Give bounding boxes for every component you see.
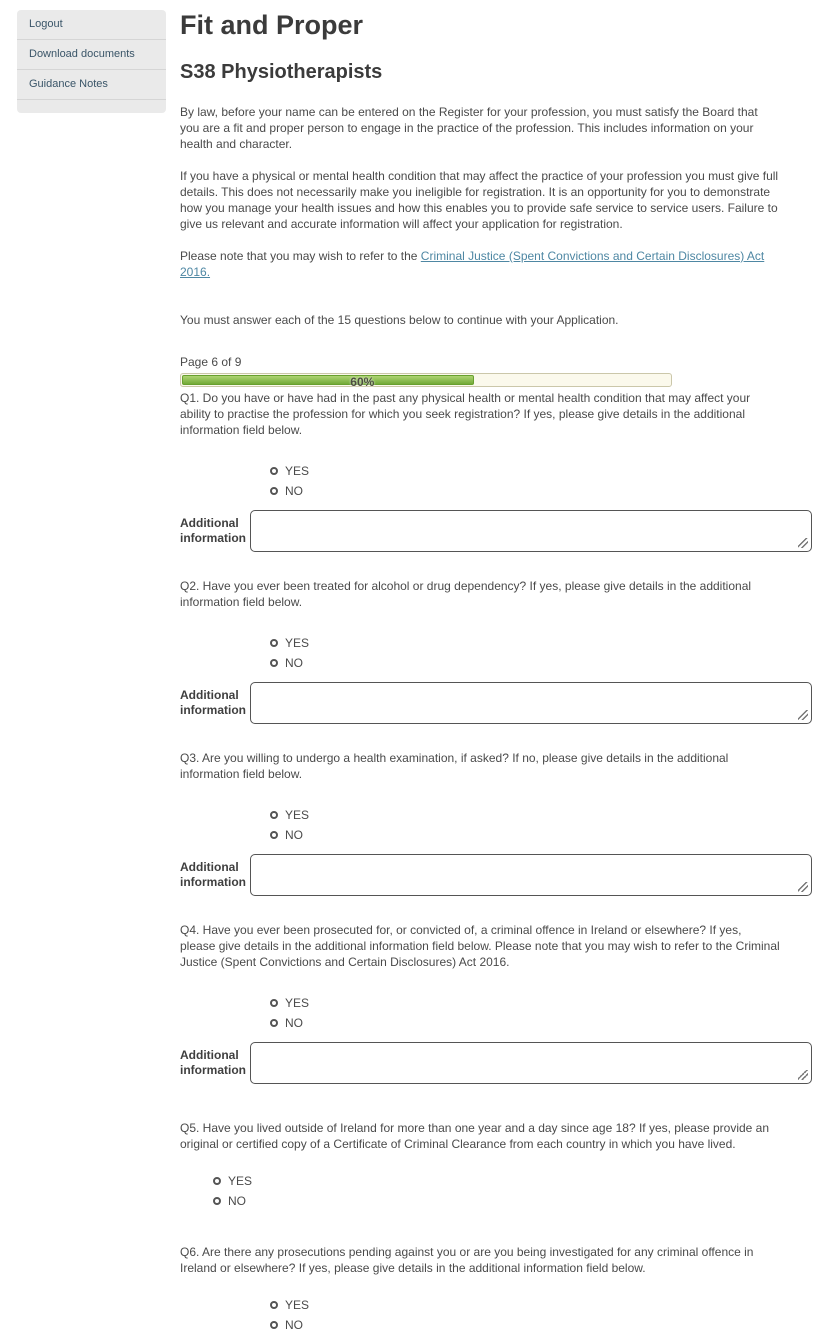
q3-yes-radio[interactable]: [270, 811, 278, 819]
q6-radio-option-no[interactable]: [270, 1318, 303, 1332]
q4-additional-information-row: [180, 1042, 812, 1084]
q5-radio-option-yes[interactable]: [213, 1174, 252, 1188]
q6-text: Q6. Are there any prosecutions pending against you or are you being investigated for any criminal offence in Ireland or elsewhere? If yes, please give details in the additional information field below.: [180, 1245, 754, 1275]
page-indicator: Page 6 of 9: [180, 355, 242, 369]
q1-yes-radio[interactable]: [270, 467, 278, 475]
page-subtitle: S38 Physiotherapists: [180, 61, 383, 83]
question-block-q3: [180, 750, 812, 896]
q5-radio-option-no[interactable]: [213, 1194, 246, 1208]
progress-bar-fill: [182, 375, 474, 385]
q2-yes-radio[interactable]: [270, 639, 278, 647]
q5-no-radio[interactable]: [213, 1197, 221, 1205]
intro-paragraph-3-text: Please note that you may wish to refer to the: [180, 249, 421, 263]
sidebar-item-download-documents[interactable]: Download documents: [17, 40, 166, 70]
q2-additional-information-label: Additional information: [180, 688, 246, 717]
q1-additional-information-label: Additional information: [180, 516, 246, 545]
q1-no-radio-label: NO: [285, 484, 303, 498]
sidebar-item-guidance-notes[interactable]: Guidance Notes: [17, 70, 166, 100]
q1-yes-radio-label: YES: [285, 464, 310, 478]
q4-radio-option-yes[interactable]: [270, 996, 309, 1010]
q1-radio-option-no[interactable]: [270, 484, 303, 498]
q1-additional-information-textarea[interactable]: [250, 510, 812, 552]
criminal-justice-act-link[interactable]: Criminal Justice (Spent Convictions and Certain Disclosures) Act 2016.: [180, 249, 765, 279]
q3-yes-radio-label: YES: [285, 808, 310, 822]
q4-yes-radio-label: YES: [285, 996, 310, 1010]
q4-additional-information-label: Additional information: [180, 1048, 246, 1077]
q6-yes-radio[interactable]: [270, 1301, 278, 1309]
q4-no-radio[interactable]: [270, 1019, 278, 1027]
q2-no-radio[interactable]: [270, 659, 278, 667]
q4-radio-option-no[interactable]: [270, 1016, 303, 1030]
textarea-resize-handle-wrap: [250, 1042, 812, 1084]
q1-additional-information-row: [180, 510, 812, 552]
q3-no-radio[interactable]: [270, 831, 278, 839]
q3-text: Q3. Are you willing to undergo a health examination, if asked? If no, please give details in the additional information field below.: [180, 751, 729, 781]
q2-radio-option-yes[interactable]: [270, 636, 309, 650]
intro-paragraph-2: If you have a physical or mental health condition that may affect the practice of your profession you must give full details. This does not necessarily make you ineligible for registration. It is an opportunity for you to demonstrate how you manage your health issues and how this enables you to provide safe service to service users. Failure to give us relevant and accurate information will affect your application for registration.: [180, 169, 779, 231]
intro-paragraph-3: [180, 248, 780, 280]
q5-text: Q5. Have you lived outside of Ireland for more than one year and a day since age 18? If yes, please provide an original or certified copy of a Certificate of Criminal Clearance from each country in which you have lived.: [180, 1121, 770, 1151]
page-title: Fit and Proper: [180, 10, 364, 40]
q2-no-radio-label: NO: [285, 656, 303, 670]
question-options: [270, 808, 812, 842]
textarea-resize-handle-wrap: [250, 682, 812, 724]
q4-text: Q4. Have you ever been prosecuted for, or convicted of, a criminal offence in Ireland or elsewhere? If yes, please give details in the additional information field below. Please note that you may wish to refer to the Criminal Justice (Spent Convictions and Certain Disclosures) Act 2016.: [180, 923, 780, 969]
main-content: [180, 10, 812, 1338]
intro-paragraph-1: By law, before your name can be entered on the Register for your profession, you must satisfy the Board that you are a fit and proper person to engage in the practice of the profession. This includes information on your health and character.: [180, 105, 758, 151]
q4-additional-information-textarea[interactable]: [250, 1042, 812, 1084]
textarea-resize-handle-wrap: [250, 510, 812, 552]
q3-additional-information-textarea[interactable]: [250, 854, 812, 896]
question-options: [270, 464, 812, 498]
q2-radio-option-no[interactable]: [270, 656, 303, 670]
q2-text: Q2. Have you ever been treated for alcohol or drug dependency? If yes, please give details in the additional information field below.: [180, 579, 752, 609]
question-block-q5: [180, 1120, 812, 1208]
question-block-q4: [180, 922, 812, 1084]
question-block-q6: [180, 1244, 812, 1332]
q4-no-radio-label: NO: [285, 1016, 303, 1030]
q3-additional-information-label: Additional information: [180, 860, 246, 889]
q1-text: Q1. Do you have or have had in the past any physical health or mental health condition that may affect your ability to practise the profession for which you seek registration? If yes, please give details in the additional information field below.: [180, 391, 751, 437]
q2-additional-information-row: [180, 682, 812, 724]
q5-no-radio-label: NO: [228, 1194, 246, 1208]
question-block-q2: [180, 578, 812, 724]
question-options: [270, 996, 812, 1030]
q4-yes-radio[interactable]: [270, 999, 278, 1007]
questions-list: [180, 390, 812, 1332]
q3-additional-information-row: [180, 854, 812, 896]
q5-yes-radio[interactable]: [213, 1177, 221, 1185]
sidebar-nav: [17, 10, 166, 113]
sidebar-item-logout[interactable]: Logout: [17, 10, 166, 40]
q6-radio-option-yes[interactable]: [270, 1298, 309, 1312]
q3-radio-option-no[interactable]: [270, 828, 303, 842]
q2-additional-information-textarea[interactable]: [250, 682, 812, 724]
progress-bar: [180, 373, 672, 387]
q5-yes-radio-label: YES: [228, 1174, 253, 1188]
progress-percent-label: 60%: [350, 375, 375, 389]
q3-no-radio-label: NO: [285, 828, 303, 842]
question-options: [270, 1298, 812, 1332]
textarea-resize-handle-wrap: [250, 854, 812, 896]
instruction-text: You must answer each of the 15 questions below to continue with your Application.: [180, 313, 619, 327]
q6-no-radio-label: NO: [285, 1318, 303, 1332]
q6-no-radio[interactable]: [270, 1321, 278, 1329]
q1-radio-option-yes[interactable]: [270, 464, 309, 478]
q2-yes-radio-label: YES: [285, 636, 310, 650]
question-block-q1: [180, 390, 812, 552]
question-options: [270, 636, 812, 670]
question-options: [213, 1174, 812, 1208]
q6-yes-radio-label: YES: [285, 1298, 310, 1312]
q3-radio-option-yes[interactable]: [270, 808, 309, 822]
q1-no-radio[interactable]: [270, 487, 278, 495]
